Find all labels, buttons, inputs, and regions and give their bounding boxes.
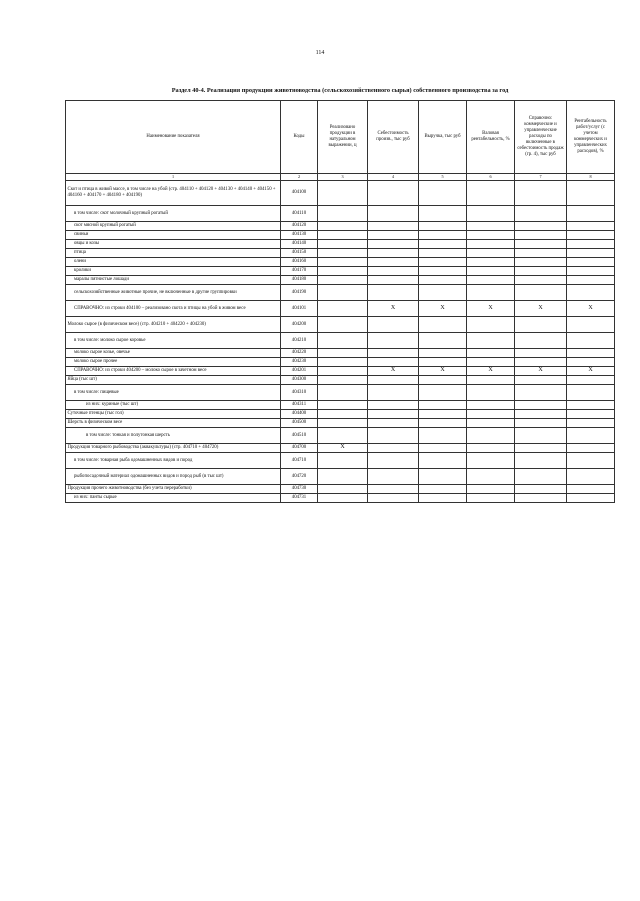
- value-cell[interactable]: [467, 401, 515, 410]
- indicator-code: 404720: [281, 469, 318, 485]
- indicator-code: 404210: [281, 333, 318, 349]
- table-body: [66, 181, 615, 503]
- value-cell[interactable]: [467, 349, 515, 358]
- indicator-code: 404150: [281, 249, 318, 258]
- indicator-code: 404310: [281, 385, 318, 401]
- value-cell[interactable]: [467, 258, 515, 267]
- value-cell[interactable]: [467, 231, 515, 240]
- value-cell[interactable]: [515, 267, 567, 276]
- table-row: [66, 494, 615, 503]
- value-cell[interactable]: [419, 494, 467, 503]
- value-cell[interactable]: [318, 469, 368, 485]
- table-row: [66, 469, 615, 485]
- value-cell[interactable]: [318, 276, 368, 285]
- indicator-name: птица: [66, 249, 281, 258]
- value-cell[interactable]: [515, 494, 567, 503]
- not-applicable-mark: X: [318, 444, 368, 453]
- column-number-row: [66, 174, 615, 181]
- indicator-code: 404200: [281, 317, 318, 333]
- table-row: [66, 385, 615, 401]
- value-cell[interactable]: [515, 349, 567, 358]
- table-row: [66, 376, 615, 385]
- value-cell[interactable]: [515, 410, 567, 419]
- value-cell[interactable]: [318, 367, 368, 376]
- value-cell[interactable]: [567, 419, 615, 428]
- value-cell[interactable]: [515, 485, 567, 494]
- page-number: 114: [315, 50, 325, 56]
- indicator-code: 404201: [281, 367, 318, 376]
- value-cell[interactable]: [419, 231, 467, 240]
- value-cell[interactable]: [419, 181, 467, 206]
- value-cell[interactable]: [467, 485, 515, 494]
- value-cell[interactable]: [368, 258, 419, 267]
- value-cell[interactable]: [567, 494, 615, 503]
- value-cell[interactable]: [368, 469, 419, 485]
- value-cell[interactable]: [515, 401, 567, 410]
- col-number: 5: [419, 174, 467, 181]
- value-cell[interactable]: [567, 249, 615, 258]
- indicator-name: СПРАВОЧНО: из строки 404200 – молоко сырое в зачетном весе: [66, 367, 281, 376]
- value-cell[interactable]: [515, 181, 567, 206]
- indicator-code: 404500: [281, 419, 318, 428]
- value-cell[interactable]: [467, 317, 515, 333]
- value-cell[interactable]: [318, 258, 368, 267]
- col-number: 8: [567, 174, 615, 181]
- value-cell[interactable]: [515, 317, 567, 333]
- value-cell[interactable]: [318, 206, 368, 222]
- value-cell[interactable]: [515, 444, 567, 453]
- value-cell[interactable]: [515, 428, 567, 444]
- indicator-code: 404731: [281, 494, 318, 503]
- indicator-code: 404190: [281, 285, 318, 301]
- value-cell[interactable]: [419, 358, 467, 367]
- indicator-code: 404140: [281, 240, 318, 249]
- value-cell[interactable]: [368, 419, 419, 428]
- value-cell[interactable]: [515, 231, 567, 240]
- col-header-name: Наименование показателя: [66, 101, 281, 174]
- indicator-code: 404510: [281, 428, 318, 444]
- value-cell[interactable]: [318, 349, 368, 358]
- col-header-profitability: Рентабельность работ/услуг (с учетом коммерческих и управленческих расходов), %: [567, 101, 615, 174]
- value-cell[interactable]: [515, 376, 567, 385]
- value-cell[interactable]: [515, 206, 567, 222]
- value-cell[interactable]: [567, 376, 615, 385]
- indicator-name: маралы пятнистые лошади: [66, 276, 281, 285]
- col-header-commercial-expenses: Справочно: коммерческие и управленческие расходы по включенные в себестоимость продаж (гр. 4), тыс руб: [515, 101, 567, 174]
- value-cell[interactable]: [368, 453, 419, 469]
- value-cell[interactable]: [567, 428, 615, 444]
- value-cell[interactable]: [515, 419, 567, 428]
- table-row: [66, 258, 615, 267]
- indicator-name: Продукция прочего животноводства (без учета переработки): [66, 485, 281, 494]
- not-applicable-mark: X: [567, 367, 615, 376]
- table-row: [66, 419, 615, 428]
- value-cell[interactable]: [567, 444, 615, 453]
- not-applicable-mark: X: [467, 301, 515, 317]
- indicator-name: скот мясной крупный рогатый: [66, 222, 281, 231]
- col-header-quantity: Реализовано продукции в натуральном выражении, ц: [318, 101, 368, 174]
- value-cell[interactable]: [419, 444, 467, 453]
- value-cell[interactable]: [467, 469, 515, 485]
- value-cell[interactable]: [467, 453, 515, 469]
- value-cell[interactable]: [419, 376, 467, 385]
- value-cell[interactable]: [467, 444, 515, 453]
- value-cell[interactable]: [567, 453, 615, 469]
- col-number: 3: [318, 174, 368, 181]
- value-cell[interactable]: [515, 276, 567, 285]
- value-cell[interactable]: [567, 240, 615, 249]
- value-cell[interactable]: [318, 249, 368, 258]
- value-cell[interactable]: [467, 181, 515, 206]
- value-cell[interactable]: [368, 358, 419, 367]
- indicator-name: сельскохозяйственные животные прочие, не включенные в другие группировки: [66, 285, 281, 301]
- table-row: [66, 333, 615, 349]
- indicator-code: 404100: [281, 181, 318, 206]
- value-cell[interactable]: [567, 385, 615, 401]
- value-cell[interactable]: [467, 376, 515, 385]
- value-cell[interactable]: [467, 358, 515, 367]
- not-applicable-mark: X: [419, 301, 467, 317]
- value-cell[interactable]: [467, 222, 515, 231]
- value-cell[interactable]: [567, 401, 615, 410]
- value-cell[interactable]: [515, 453, 567, 469]
- indicator-code: 404170: [281, 267, 318, 276]
- value-cell[interactable]: [567, 410, 615, 419]
- value-cell[interactable]: [419, 419, 467, 428]
- value-cell[interactable]: [419, 410, 467, 419]
- value-cell[interactable]: [368, 428, 419, 444]
- value-cell[interactable]: [318, 401, 368, 410]
- col-number: 2: [281, 174, 318, 181]
- value-cell[interactable]: [419, 349, 467, 358]
- value-cell[interactable]: [419, 317, 467, 333]
- value-cell[interactable]: [318, 494, 368, 503]
- value-cell[interactable]: [368, 181, 419, 206]
- value-cell[interactable]: [368, 410, 419, 419]
- value-cell[interactable]: [368, 267, 419, 276]
- value-cell[interactable]: [368, 276, 419, 285]
- value-cell[interactable]: [419, 485, 467, 494]
- value-cell[interactable]: [515, 333, 567, 349]
- table-row: [66, 358, 615, 367]
- table-row: [66, 410, 615, 419]
- value-cell[interactable]: [318, 385, 368, 401]
- value-cell[interactable]: [419, 206, 467, 222]
- value-cell[interactable]: [419, 267, 467, 276]
- col-number: 6: [467, 174, 515, 181]
- value-cell[interactable]: [567, 485, 615, 494]
- value-cell[interactable]: [419, 258, 467, 267]
- col-number: 7: [515, 174, 567, 181]
- indicator-code: 404311: [281, 401, 318, 410]
- value-cell[interactable]: [318, 485, 368, 494]
- value-cell[interactable]: [467, 494, 515, 503]
- table-row: [66, 453, 615, 469]
- value-cell[interactable]: [318, 267, 368, 276]
- section-title: Раздел 40-4. Реализация продукции животноводства (сельскохозяйственного сырья) собственного производства за год: [171, 87, 509, 94]
- value-cell[interactable]: [567, 181, 615, 206]
- value-cell[interactable]: [467, 249, 515, 258]
- value-cell[interactable]: [419, 453, 467, 469]
- value-cell[interactable]: [515, 469, 567, 485]
- value-cell[interactable]: [515, 258, 567, 267]
- indicator-name: Суточные птенцы (тыс гол): [66, 410, 281, 419]
- indicator-code: 404230: [281, 358, 318, 367]
- value-cell[interactable]: [368, 494, 419, 503]
- value-cell[interactable]: [368, 206, 419, 222]
- value-cell[interactable]: [567, 267, 615, 276]
- indicator-code: 404160: [281, 258, 318, 267]
- value-cell[interactable]: [515, 240, 567, 249]
- value-cell[interactable]: [368, 485, 419, 494]
- indicator-name: в том числе: молоко сырое коровье: [66, 333, 281, 349]
- value-cell[interactable]: [419, 222, 467, 231]
- indicator-code: 404101: [281, 301, 318, 317]
- table-row: [66, 317, 615, 333]
- value-cell[interactable]: [567, 358, 615, 367]
- table-row: [66, 444, 615, 453]
- value-cell[interactable]: [368, 249, 419, 258]
- indicator-name: Продукция товарного рыбоводства (аквакультуры) (стр. 404710 + 404720): [66, 444, 281, 453]
- indicator-name: олени: [66, 258, 281, 267]
- value-cell[interactable]: [567, 469, 615, 485]
- value-cell[interactable]: [567, 317, 615, 333]
- value-cell[interactable]: [318, 419, 368, 428]
- indicator-name: рыбопосадочный материал одомашненных видов и пород рыб (в тыс шт): [66, 469, 281, 485]
- table-row: [66, 301, 615, 317]
- not-applicable-mark: X: [467, 367, 515, 376]
- value-cell[interactable]: [368, 231, 419, 240]
- value-cell[interactable]: [368, 349, 419, 358]
- indicator-name: Яйца (тыс шт): [66, 376, 281, 385]
- value-cell[interactable]: [515, 249, 567, 258]
- header-row: [66, 101, 615, 174]
- indicator-code: 404220: [281, 349, 318, 358]
- table-row: [66, 222, 615, 231]
- not-applicable-mark: X: [515, 367, 567, 376]
- value-cell[interactable]: [515, 358, 567, 367]
- value-cell[interactable]: [567, 276, 615, 285]
- value-cell[interactable]: [368, 401, 419, 410]
- indicator-code: 404710: [281, 453, 318, 469]
- value-cell[interactable]: [318, 181, 368, 206]
- indicator-name: в том числе: пищевые: [66, 385, 281, 401]
- indicator-name: в том числе: товарная рыба одомашненных видов и пород: [66, 453, 281, 469]
- value-cell[interactable]: [318, 231, 368, 240]
- value-cell[interactable]: [419, 385, 467, 401]
- value-cell[interactable]: [467, 333, 515, 349]
- value-cell[interactable]: [467, 206, 515, 222]
- value-cell[interactable]: [368, 444, 419, 453]
- value-cell[interactable]: [515, 222, 567, 231]
- production-sales-table: [65, 100, 615, 503]
- indicator-name: из них: панты сырые: [66, 494, 281, 503]
- value-cell[interactable]: [467, 276, 515, 285]
- value-cell[interactable]: [467, 267, 515, 276]
- col-number: 1: [66, 174, 281, 181]
- indicator-code: 404300: [281, 376, 318, 385]
- value-cell[interactable]: [567, 349, 615, 358]
- value-cell[interactable]: [567, 222, 615, 231]
- value-cell[interactable]: [318, 317, 368, 333]
- value-cell[interactable]: [318, 301, 368, 317]
- value-cell[interactable]: [467, 385, 515, 401]
- indicator-name: в том числе: скот молочный крупный рогатый: [66, 206, 281, 222]
- value-cell[interactable]: [467, 285, 515, 301]
- not-applicable-mark: X: [368, 301, 419, 317]
- value-cell[interactable]: [318, 240, 368, 249]
- table-row: [66, 181, 615, 206]
- indicator-name: молоко сырое козье, овечье: [66, 349, 281, 358]
- value-cell[interactable]: [318, 453, 368, 469]
- value-cell[interactable]: [368, 285, 419, 301]
- indicator-code: 404120: [281, 222, 318, 231]
- value-cell[interactable]: [318, 333, 368, 349]
- indicator-name: СПРАВОЧНО: из строки 404100 – реализовано скота и птицы на убой в живом весе: [66, 301, 281, 317]
- indicator-code: 404700: [281, 444, 318, 453]
- value-cell[interactable]: [318, 222, 368, 231]
- indicator-name: Молоко сырое (в физическом весе) (стр. 404210 + 404220 + 404230): [66, 317, 281, 333]
- value-cell[interactable]: [368, 317, 419, 333]
- col-header-code: Коды: [281, 101, 318, 174]
- value-cell[interactable]: [419, 401, 467, 410]
- not-applicable-mark: X: [419, 367, 467, 376]
- value-cell[interactable]: [467, 410, 515, 419]
- indicator-name: в том числе: тонкая и полутонкая шерсть: [66, 428, 281, 444]
- value-cell[interactable]: [567, 258, 615, 267]
- not-applicable-mark: X: [567, 301, 615, 317]
- col-header-cost: Себестоимость произв., тыс руб: [368, 101, 419, 174]
- indicator-name: из них: куриные (тыс шт): [66, 401, 281, 410]
- value-cell[interactable]: [318, 358, 368, 367]
- table-row: [66, 349, 615, 358]
- value-cell[interactable]: [567, 206, 615, 222]
- value-cell[interactable]: [368, 376, 419, 385]
- indicator-name: свиньи: [66, 231, 281, 240]
- value-cell[interactable]: [419, 240, 467, 249]
- col-header-gross-profitability: Валовая рентабельность, %: [467, 101, 515, 174]
- indicator-name: кролики: [66, 267, 281, 276]
- indicator-code: 404400: [281, 410, 318, 419]
- value-cell[interactable]: [368, 333, 419, 349]
- indicator-code: 404110: [281, 206, 318, 222]
- not-applicable-mark: X: [515, 301, 567, 317]
- value-cell[interactable]: [318, 376, 368, 385]
- value-cell[interactable]: [567, 333, 615, 349]
- value-cell[interactable]: [368, 240, 419, 249]
- value-cell[interactable]: [318, 285, 368, 301]
- indicator-name: овцы и козы: [66, 240, 281, 249]
- value-cell[interactable]: [467, 428, 515, 444]
- col-number: 4: [368, 174, 419, 181]
- value-cell[interactable]: [419, 333, 467, 349]
- table-row: [66, 249, 615, 258]
- value-cell[interactable]: [318, 428, 368, 444]
- value-cell[interactable]: [567, 285, 615, 301]
- value-cell[interactable]: [515, 285, 567, 301]
- value-cell[interactable]: [368, 385, 419, 401]
- value-cell[interactable]: [419, 249, 467, 258]
- value-cell[interactable]: [467, 419, 515, 428]
- value-cell[interactable]: [467, 240, 515, 249]
- table-row: [66, 401, 615, 410]
- table-row: [66, 367, 615, 376]
- col-header-revenue: Выручка, тыс руб: [419, 101, 467, 174]
- indicator-code: 404130: [281, 231, 318, 240]
- table-row: [66, 231, 615, 240]
- table-row: [66, 276, 615, 285]
- indicator-name: молоко сырое прочее: [66, 358, 281, 367]
- value-cell[interactable]: [515, 385, 567, 401]
- value-cell[interactable]: [419, 276, 467, 285]
- table-row: [66, 485, 615, 494]
- value-cell[interactable]: [368, 222, 419, 231]
- value-cell[interactable]: [419, 285, 467, 301]
- value-cell[interactable]: [567, 231, 615, 240]
- not-applicable-mark: X: [368, 367, 419, 376]
- indicator-code: 404180: [281, 276, 318, 285]
- table-row: [66, 285, 615, 301]
- table-row: [66, 206, 615, 222]
- value-cell[interactable]: [419, 428, 467, 444]
- value-cell[interactable]: [419, 469, 467, 485]
- table-row: [66, 240, 615, 249]
- indicator-name: Шерсть в физическом весе: [66, 419, 281, 428]
- indicator-code: 404730: [281, 485, 318, 494]
- indicator-name: Скот и птица в живой массе, в том числе на убой (стр. 404110 + 404120 + 404130 + 404140 + 404150 + 404160 + 404170 + 404180 + 404190): [66, 181, 281, 206]
- table-row: [66, 267, 615, 276]
- value-cell[interactable]: [318, 410, 368, 419]
- table-row: [66, 428, 615, 444]
